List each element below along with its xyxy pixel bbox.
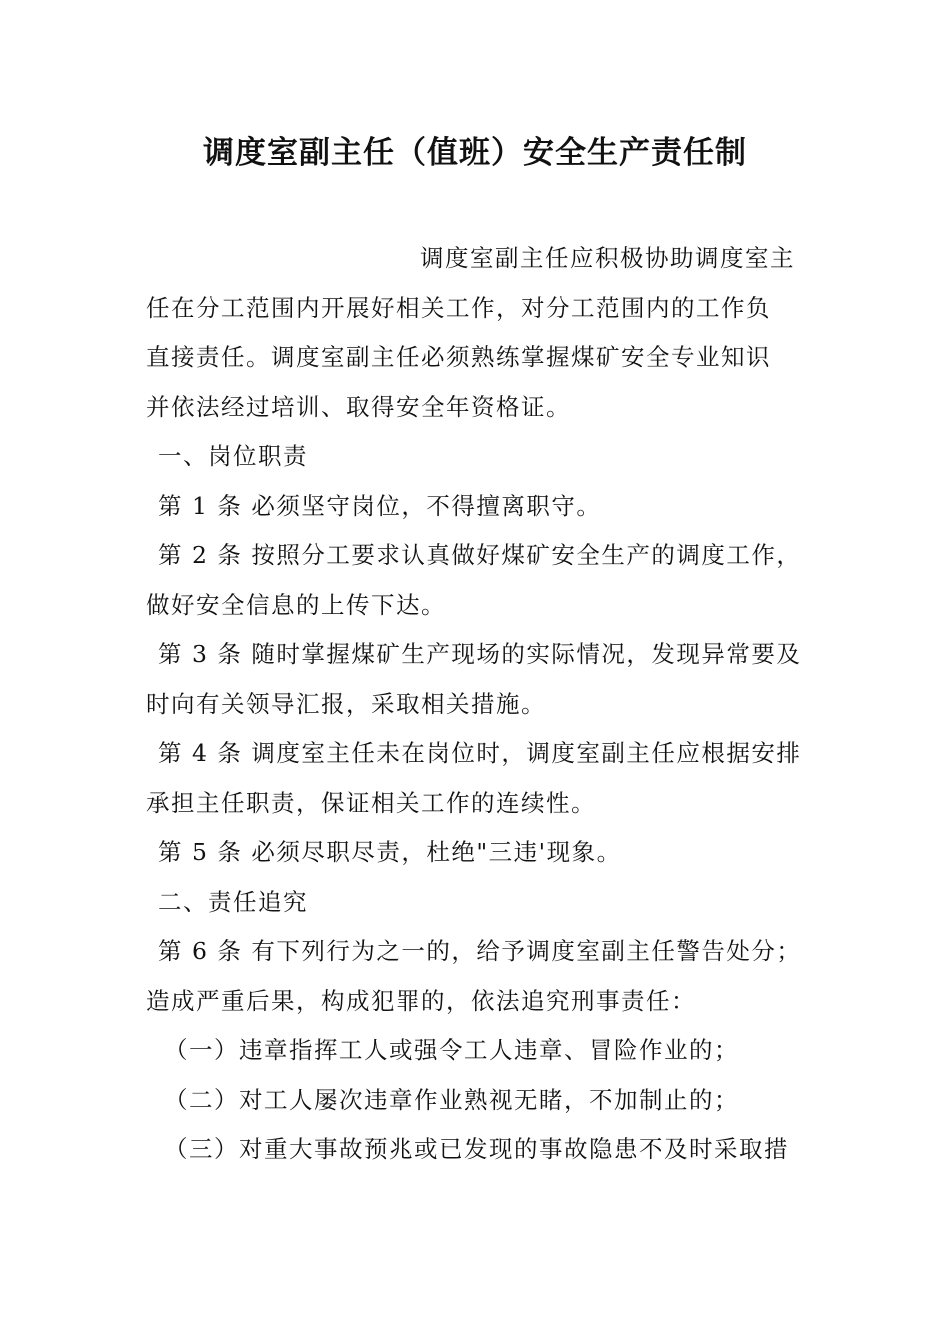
body-line: 二、责任追究	[158, 887, 308, 916]
document-title: 调度室副主任（值班）安全生产责任制	[203, 135, 747, 171]
body-line: 并依法经过培训、取得安全年资格证。	[146, 392, 571, 421]
body-line: 第 6 条 有下列行为之一的，给予调度室副主任警告处分；	[158, 937, 802, 965]
body-line: （二）对工人屡次违章作业熟视无睹，不加制止的；	[164, 1085, 739, 1114]
body-line: 第 1 条 必须坚守岗位，不得擅离职守。	[158, 491, 602, 520]
body-line: （三）对重大事故预兆或已发现的事故隐患不及时采取措	[164, 1135, 789, 1163]
body-line: 第 3 条 随时掌握煤矿生产现场的实际情况，发现异常要及	[158, 640, 802, 668]
body-line: 第 5 条 必须尽职尽责，杜绝"三违'现象。	[158, 838, 622, 866]
body-line: 时向有关领导汇报，采取相关措施。	[146, 689, 546, 718]
document-body	[146, 234, 806, 1175]
body-line: 一、岗位职责	[158, 442, 308, 470]
body-line: 做好安全信息的上传下达。	[146, 590, 446, 619]
body-line: 承担主任职责，保证相关工作的连续性。	[146, 788, 596, 817]
body-line: 第 4 条 调度室主任未在岗位时，调度室副主任应根据安排	[158, 739, 802, 767]
body-line: 任在分工范围内开展好相关工作，对分工范围内的工作负	[146, 293, 771, 322]
body-line: 第 2 条 按照分工要求认真做好煤矿安全生产的调度工作，	[158, 541, 802, 569]
body-line: 调度室副主任应积极协助调度室主	[420, 244, 795, 272]
body-line: 造成严重后果，构成犯罪的，依法追究刑事责任：	[146, 986, 696, 1015]
body-line: （一）违章指挥工人或强令工人违章、冒险作业的；	[164, 1036, 739, 1064]
body-line: 直接责任。调度室副主任必须熟练掌握煤矿安全专业知识	[146, 343, 771, 371]
